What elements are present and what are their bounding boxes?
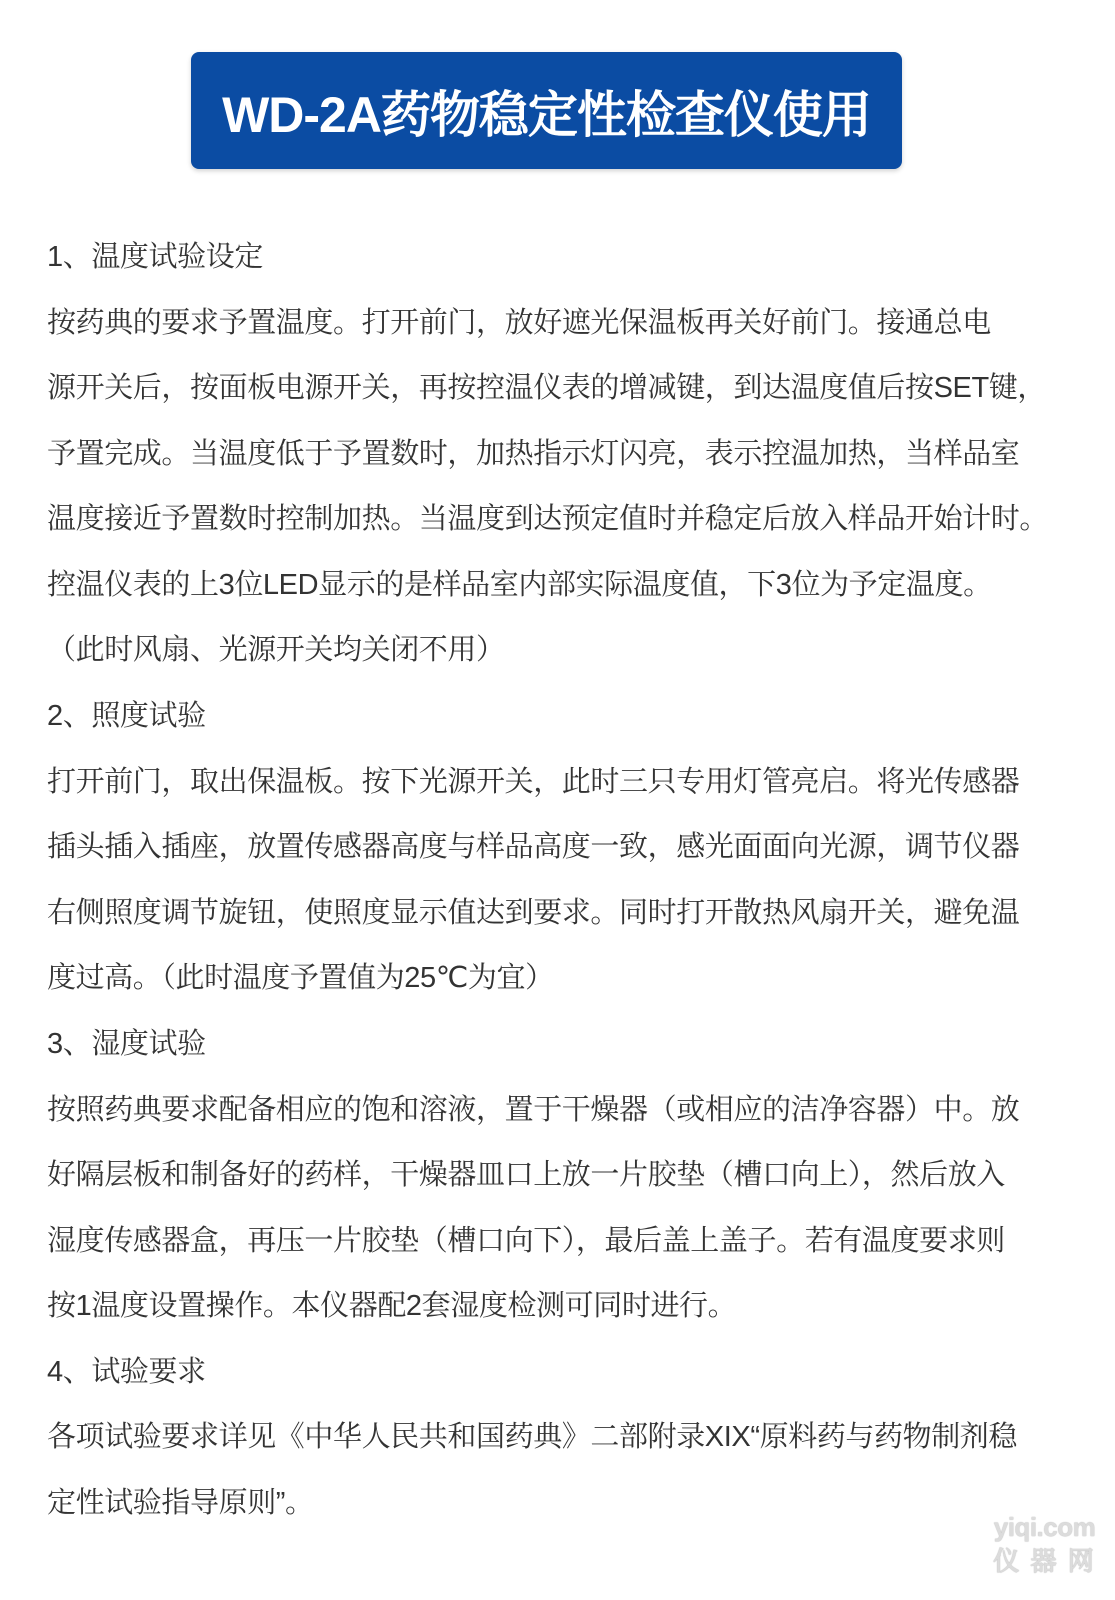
paragraph-line: 插头插入插座，放置传感器高度与样品高度一致，感光面面向光源，调节仪器	[47, 831, 1020, 864]
paragraph-line: 定性试验指导原则”。	[47, 1486, 314, 1519]
paragraph-line: （此时风扇、光源开关均关闭不用）	[47, 634, 505, 667]
paragraph-line: 度过高。（此时温度予置值为25℃为宜）	[47, 962, 554, 995]
title-banner	[191, 52, 902, 169]
paragraph-line: 打开前门，取出保温板。按下光源开关，此时三只专用灯管亮启。将光传感器	[47, 765, 1020, 798]
paragraph-line: 好隔层板和制备好的药样，干燥器皿口上放一片胶垫（槽口向上），然后放入	[47, 1159, 1005, 1192]
section-heading-humidity: 3、湿度试验	[47, 1027, 206, 1060]
paragraph-line: 右侧照度调节旋钮，使照度显示值达到要求。同时打开散热风扇开关，避免温	[47, 896, 1020, 929]
page-title: WD-2A药物稳定性检查仪使用	[222, 86, 871, 143]
paragraph-line: 控温仪表的上3位LED显示的是样品室内部实际温度值，下3位为予定温度。	[47, 568, 992, 601]
section-heading-illuminance: 2、照度试验	[47, 700, 206, 733]
paragraph-line: 温度接近予置数时控制加热。当温度到达预定值时并稳定后放入样品开始计时。	[47, 503, 1049, 536]
paragraph-line: 湿度传感器盒，再压一片胶垫（槽口向下），最后盖上盖子。若有温度要求则	[47, 1224, 1005, 1257]
paragraph-line: 按1温度设置操作。本仪器配2套湿度检测可同时进行。	[47, 1290, 737, 1323]
paragraph-line: 按药典的要求予置温度。打开前门，放好遮光保温板再关好前门。接通总电	[47, 306, 991, 339]
site-watermark	[982, 1514, 1107, 1574]
paragraph-line: 予置完成。当温度低于予置数时，加热指示灯闪亮，表示控温加热，当样品室	[47, 437, 1020, 470]
instructions-body	[47, 225, 1107, 1537]
section-heading-requirements: 4、试验要求	[47, 1355, 206, 1388]
paragraph-line: 按照药典要求配备相应的饱和溶液，置于干燥器（或相应的洁净容器）中。放	[47, 1093, 1020, 1126]
watermark-site: yiqi.com	[993, 1512, 1096, 1542]
paragraph-line: 各项试验要求详见《中华人民共和国药典》二部附录XIX“原料药与药物制剂稳	[47, 1421, 1018, 1454]
section-heading-temperature: 1、温度试验设定	[47, 241, 263, 273]
watermark-name: 仪 器 网	[993, 1546, 1096, 1576]
paragraph-line: 源开关后，按面板电源开关，再按控温仪表的增减键，到达温度值后按SET键，	[47, 372, 1047, 405]
